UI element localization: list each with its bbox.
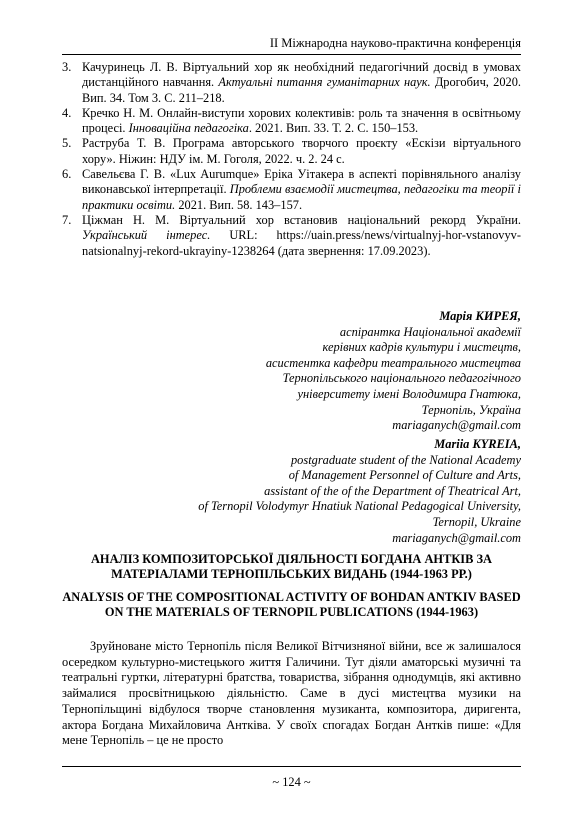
article-title-ua: АНАЛІЗ КОМПОЗИТОРСЬКОЇ ДІЯЛЬНОСТІ БОГДАНА АНТКІВ ЗА МАТЕРІАЛАМИ ТЕРНОПІЛЬСЬКИХ ВИДАНЬ (1944-1963 РР.): [90, 552, 492, 582]
reference-number: 4.: [62, 105, 72, 120]
reference-details: . 2021. Вип. 33. Т. 2. С. 150–153.: [248, 121, 419, 136]
reference-item: [62, 136, 521, 167]
running-header: ІІ Міжнародна науково-практична конференція: [62, 35, 521, 55]
reference-details: Дрогобич, 2020. Вип. 34. Том 3. С. 211–218.: [82, 75, 521, 105]
reference-number: 7.: [62, 212, 72, 227]
author-affiliation-line: of Management Personnel of Culture and Arts,: [288, 468, 521, 483]
reference-text: Кречко Н. М. Онлайн-виступи хорових колективів: роль та значення в освітньому процесі.: [82, 105, 521, 136]
reference-details: 2021. Вип. 58. 143–157.: [175, 197, 303, 212]
reference-number: 5.: [62, 136, 72, 151]
author-affiliation-line: Тернопільського національного педагогічного: [282, 371, 521, 386]
author-location: Ternopil, Ukraine: [432, 514, 521, 529]
reference-text: Ціжман Н. М. Віртуальний хор встановив національний рекорд України.: [82, 212, 521, 227]
reference-text: Савельєва Г. В. «Lux Aurumque» Еріка Уітакера в аспекті порівняльного аналізу виконавської інтерпретації.: [82, 167, 521, 197]
author-affiliation-line: керівних кадрів культури і мистецтв,: [322, 340, 521, 355]
author-block-en: [121, 437, 521, 546]
reference-item: [62, 213, 521, 259]
reference-text: Раструба Т. В. Програма авторського творчого проєкту «Ескізи віртуального хору». Ніжин: НДУ ім. М. Гоголя, 2022. ч. 2. 24 с.: [82, 136, 521, 166]
reference-source: Інноваційна педагогіка: [128, 121, 249, 136]
reference-number: 6.: [62, 167, 72, 182]
author-affiliation-line: університету імені Володимира Гнатюка,: [297, 386, 521, 401]
reference-list: [62, 60, 521, 259]
reference-item: [62, 60, 521, 106]
reference-item: [62, 167, 521, 213]
reference-source: Проблеми взаємодії мистецтва, педагогіки та теорії і практики освіти.: [82, 182, 522, 212]
author-affiliation-line: of Ternopil Volodymyr Hnatiuk National Pedagogical University,: [198, 499, 521, 514]
body-paragraph: Зруйноване місто Тернопіль після Великої Вітчизняної війни, все ж залишалося осередком культурно-мистецького життя Галичини. Тут діяли аматорські музичні та театральні гуртки, літературні братства, товариства, зібрання однодумців, які активно займалися просвітницькою діяльністю. Саме в дусі мистецтва музики на Тернопільщині відбулося творче становлення музиканта, композитора, диригента, актора Богдана Михайловича Антківа. У своїх спогадах Богдан Антків пише: «Для мене Тернопіль – це не просто: [62, 639, 521, 748]
author-block-ua: [121, 309, 521, 434]
footer-divider: [62, 766, 521, 767]
reference-details: URL: https://uain.press/news/virtualnyj-hor-vstanovyv-natsionalnyj-rekord-ukrayiny-1238264 (дата звернення: 17.09.2023).: [82, 228, 521, 258]
reference-text: Качуринець Л. В. Віртуальний хор як необхідний педагогічний досвід в умовах дистанційного навчання.: [82, 60, 521, 90]
author-name-en: Mariia KYREIA,: [434, 437, 521, 451]
author-location: Тернопіль, Україна: [421, 402, 521, 417]
author-name-ua: Марія КИРЕЯ,: [439, 309, 521, 323]
author-affiliation-line: postgraduate student of the National Academy: [290, 452, 521, 467]
article-title-en: ANALYSIS OF THE COMPOSITIONAL ACTIVITY OF BOHDAN ANTKIV BASED ON THE MATERIALS OF TERNOPIL PUBLICATIONS (1944-1963): [62, 590, 521, 620]
author-affiliation-line: assistant of the of the Department of Theatrical Art,: [264, 483, 521, 498]
page-number: ~ 124 ~: [272, 775, 311, 789]
reference-source: Український інтерес.: [82, 228, 211, 243]
reference-source: Актуальні питання гуманітарних наук.: [218, 75, 431, 90]
reference-number: 3.: [62, 60, 72, 74]
author-affiliation-line: аспірантка Національної академії: [339, 324, 521, 339]
author-email: mariaganych@gmail.com: [392, 530, 521, 545]
author-affiliation-line: асистентка кафедри театрального мистецтва: [265, 355, 521, 370]
author-email: mariaganych@gmail.com: [392, 418, 521, 433]
reference-item: [62, 106, 521, 137]
